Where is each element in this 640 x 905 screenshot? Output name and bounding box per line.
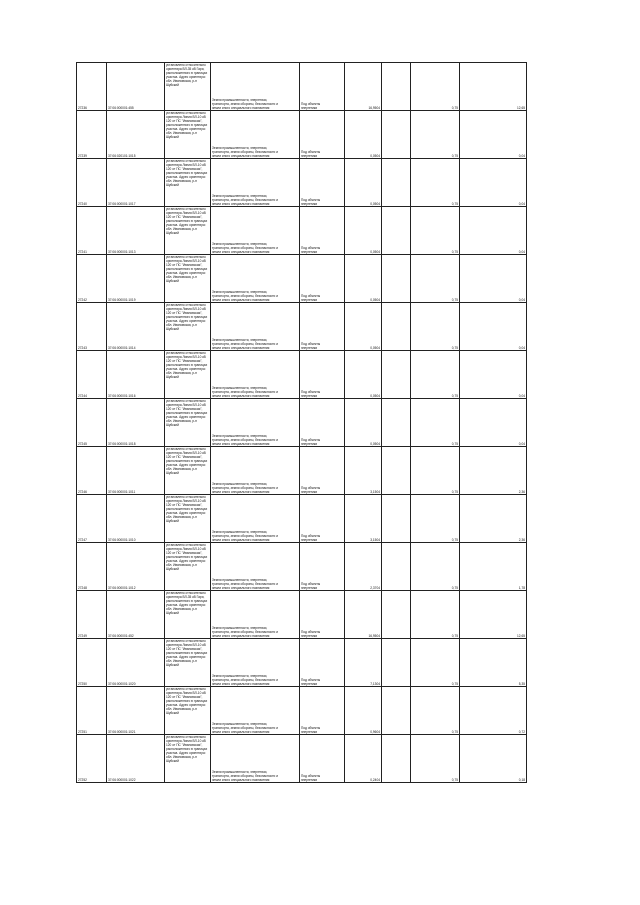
cell-c1	[382, 735, 411, 783]
cell-category: Под объекты энергетики	[300, 447, 345, 495]
cell-area: 7,1304	[345, 639, 382, 687]
cell-description: установлено относительно ориентира Линия ВЛ-10 кВ 120 от ПС "Ивановская", расположенного в границах участка. Адрес ориентира: обл. Ивановская, р-н Шуйский	[165, 111, 211, 159]
cell-cadastral: 37:06:000001:1014	[107, 303, 165, 351]
cell-area: 0,0504	[345, 207, 382, 255]
cell-description: установлено относительно ориентира Линия ВЛ-10 кВ 120 от ПС "Ивановская", расположенного в границах участка. Адрес ориентира: обл. Ивановская, р-н Шуйский	[165, 687, 211, 735]
table-row	[77, 495, 527, 543]
cell-use: Земли промышленности, энергетики, транспорта, земли обороны, безопасности и земли иного специального назначения	[211, 399, 300, 447]
cell-use: Земли промышленности, энергетики, транспорта, земли обороны, безопасности и земли иного специального назначения	[211, 255, 300, 303]
cell-id: 27252	[77, 735, 107, 783]
cell-use: Земли промышленности, энергетики, транспорта, земли обороны, безопасности и земли иного специального назначения	[211, 351, 300, 399]
cell-c1	[382, 447, 411, 495]
cell-cadastral: 37:06:000001:455	[107, 63, 165, 111]
cell-c1	[382, 255, 411, 303]
table-row	[77, 687, 527, 735]
cell-cadastral: 37:06:000001:1019	[107, 255, 165, 303]
cell-cadastral: 37:06:000001:1010	[107, 495, 165, 543]
cell-use: Земли промышленности, энергетики, транспорта, земли обороны, безопасности и земли иного специального назначения	[211, 111, 300, 159]
cell-c1	[382, 639, 411, 687]
cell-total: 0,04	[460, 399, 527, 447]
cell-id: 27240	[77, 159, 107, 207]
cell-description: установлено относительно ориентира Линия ВЛ-10 кВ 120 от ПС "Ивановская", расположенного в границах участка. Адрес ориентира: обл. Ивановская, р-н Шуйский	[165, 207, 211, 255]
table-row	[77, 63, 527, 111]
cell-total: 0,04	[460, 255, 527, 303]
table-row	[77, 543, 527, 591]
table-row	[77, 591, 527, 639]
cell-cadastral: 37:06:020101:1015	[107, 111, 165, 159]
cell-c1	[382, 543, 411, 591]
cell-area: 0,2404	[345, 735, 382, 783]
cell-description: установлено относительно ориентира Линия ВЛ-10 кВ 120 от ПС "Ивановская", расположенного в границах участка. Адрес ориентира: обл. Ивановская, р-н Шуйский	[165, 303, 211, 351]
cell-c1	[382, 351, 411, 399]
cell-description: установлено относительно ориентира ВЛ-35 кВ Гари, расположенного в границах участка. Адрес ориентира: обл. Ивановская, р-н Шуйский	[165, 591, 211, 639]
cell-c1	[382, 63, 411, 111]
cell-c1	[382, 303, 411, 351]
table-row	[77, 111, 527, 159]
cell-cadastral: 37:06:000001:1022	[107, 735, 165, 783]
cell-total: 1,78	[460, 543, 527, 591]
table-row	[77, 255, 527, 303]
table-row	[77, 303, 527, 351]
cell-total: 0,18	[460, 735, 527, 783]
cell-area: 16,9504	[345, 591, 382, 639]
cell-cadastral: 37:06:000001:1020	[107, 639, 165, 687]
cell-total: 0,04	[460, 111, 527, 159]
cell-id: 27242	[77, 255, 107, 303]
cell-use: Земли промышленности, энергетики, транспорта, земли обороны, безопасности и земли иного специального назначения	[211, 735, 300, 783]
cell-area: 2,3704	[345, 543, 382, 591]
cell-description: установлено относительно ориентира Линия ВЛ-10 кВ 120 от ПС "Ивановская", расположенного в границах участка. Адрес ориентира: обл. Ивановская, р-н Шуйский	[165, 399, 211, 447]
cell-id: 27243	[77, 303, 107, 351]
cell-area: 0,0504	[345, 303, 382, 351]
table-row	[77, 207, 527, 255]
cell-total: 12,65	[460, 591, 527, 639]
cell-total: 0,04	[460, 207, 527, 255]
cell-total: 0,72	[460, 687, 527, 735]
cell-total: 0,04	[460, 351, 527, 399]
cell-description: установлено относительно ориентира Линия ВЛ-10 кВ 120 от ПС "Ивановская", расположенного в границах участка. Адрес ориентира: обл. Ивановская, р-н Шуйский	[165, 495, 211, 543]
cell-cadastral: 37:06:000001:1018	[107, 399, 165, 447]
cell-id: 27245	[77, 399, 107, 447]
cell-cadastral: 37:06:000001:1016	[107, 351, 165, 399]
table-row	[77, 159, 527, 207]
cell-use: Земли промышленности, энергетики, транспорта, земли обороны, безопасности и земли иного специального назначения	[211, 687, 300, 735]
cell-use: Земли промышленности, энергетики, транспорта, земли обороны, безопасности и земли иного специального назначения	[211, 63, 300, 111]
cell-area: 3,1504	[345, 447, 382, 495]
cell-id: 27247	[77, 495, 107, 543]
cell-description: установлено относительно ориентира Линия ВЛ-10 кВ 120 от ПС "Ивановская", расположенного в границах участка. Адрес ориентира: обл. Ивановская, р-н Шуйский	[165, 255, 211, 303]
cell-category: Под объекты энергетики	[300, 111, 345, 159]
table-row	[77, 351, 527, 399]
cell-category: Под объекты энергетики	[300, 63, 345, 111]
cell-total: 5,35	[460, 639, 527, 687]
cell-id: 27251	[77, 687, 107, 735]
cell-category: Под объекты энергетики	[300, 303, 345, 351]
cell-c1	[382, 399, 411, 447]
cell-category: Под объекты энергетики	[300, 351, 345, 399]
cell-description: установлено относительно ориентира Линия ВЛ-10 кВ 120 от ПС "Ивановская", расположенного в границах участка. Адрес ориентира: обл. Ивановская, р-н Шуйский	[165, 639, 211, 687]
cell-use: Земли промышленности, энергетики, транспорта, земли обороны, безопасности и земли иного специального назначения	[211, 495, 300, 543]
cell-category: Под объекты энергетики	[300, 255, 345, 303]
cell-rate: 0,75	[411, 639, 460, 687]
cell-id: 27249	[77, 591, 107, 639]
cell-rate: 0,75	[411, 351, 460, 399]
cell-area: 3,1504	[345, 495, 382, 543]
cell-cadastral: 37:06:000001:452	[107, 591, 165, 639]
cell-area: 0,9604	[345, 687, 382, 735]
cell-id: 27239	[77, 111, 107, 159]
cell-total: 2,36	[460, 447, 527, 495]
cell-rate: 0,75	[411, 495, 460, 543]
cell-description: установлено относительно ориентира Линия ВЛ-10 кВ 120 от ПС "Ивановская", расположенного в границах участка. Адрес ориентира: обл. Ивановская, р-н Шуйский	[165, 447, 211, 495]
cell-rate: 0,75	[411, 687, 460, 735]
cell-category: Под объекты энергетики	[300, 639, 345, 687]
cell-rate: 0,75	[411, 447, 460, 495]
cell-area: 0,0504	[345, 399, 382, 447]
cell-category: Под объекты энергетики	[300, 207, 345, 255]
cell-category: Под объекты энергетики	[300, 591, 345, 639]
cell-rate: 0,75	[411, 399, 460, 447]
cell-category: Под объекты энергетики	[300, 495, 345, 543]
cell-c1	[382, 207, 411, 255]
table-row	[77, 735, 527, 783]
cell-use: Земли промышленности, энергетики, транспорта, земли обороны, безопасности и земли иного специального назначения	[211, 159, 300, 207]
cell-total: 0,04	[460, 303, 527, 351]
cell-rate: 0,75	[411, 63, 460, 111]
cell-id: 27250	[77, 639, 107, 687]
cell-cadastral: 37:06:000001:1017	[107, 159, 165, 207]
cell-use: Земли промышленности, энергетики, транспорта, земли обороны, безопасности и земли иного специального назначения	[211, 303, 300, 351]
cell-category: Под объекты энергетики	[300, 399, 345, 447]
cell-total: 0,04	[460, 159, 527, 207]
cell-rate: 0,75	[411, 159, 460, 207]
cell-area: 0,0504	[345, 111, 382, 159]
table-row	[77, 399, 527, 447]
cell-area: 16,9504	[345, 63, 382, 111]
cell-description: установлено относительно ориентира ВЛ-35 кВ Гари, расположенного в границах участка. Адрес ориентира: обл. Ивановская, р-н Шуйский	[165, 63, 211, 111]
cell-description: установлено относительно ориентира Линия ВЛ-10 кВ 120 от ПС "Ивановская", расположенного в границах участка. Адрес ориентира: обл. Ивановская, р-н Шуйский	[165, 159, 211, 207]
cell-cadastral: 37:06:000001:1013	[107, 207, 165, 255]
cell-use: Земли промышленности, энергетики, транспорта, земли обороны, безопасности и земли иного специального назначения	[211, 447, 300, 495]
cell-rate: 0,75	[411, 111, 460, 159]
cell-total: 2,36	[460, 495, 527, 543]
cell-area: 0,0504	[345, 351, 382, 399]
cell-description: установлено относительно ориентира Линия ВЛ-10 кВ 120 от ПС "Ивановская", расположенного в границах участка. Адрес ориентира: обл. Ивановская, р-н Шуйский	[165, 735, 211, 783]
cell-category: Под объекты энергетики	[300, 687, 345, 735]
cell-c1	[382, 159, 411, 207]
cell-use: Земли промышленности, энергетики, транспорта, земли обороны, безопасности и земли иного специального назначения	[211, 543, 300, 591]
cell-use: Земли промышленности, энергетики, транспорта, земли обороны, безопасности и земли иного специального назначения	[211, 591, 300, 639]
cell-category: Под объекты энергетики	[300, 159, 345, 207]
cell-area: 0,0504	[345, 159, 382, 207]
cell-description: установлено относительно ориентира Линия ВЛ-10 кВ 120 от ПС "Ивановская", расположенного в границах участка. Адрес ориентира: обл. Ивановская, р-н Шуйский	[165, 351, 211, 399]
table-row	[77, 639, 527, 687]
cell-cadastral: 37:06:000001:1012	[107, 543, 165, 591]
cell-rate: 0,75	[411, 735, 460, 783]
cell-rate: 0,75	[411, 591, 460, 639]
cell-id: 27246	[77, 447, 107, 495]
table-row	[77, 447, 527, 495]
cell-c1	[382, 111, 411, 159]
cell-total: 12,65	[460, 63, 527, 111]
cell-use: Земли промышленности, энергетики, транспорта, земли обороны, безопасности и земли иного специального назначения	[211, 207, 300, 255]
cell-rate: 0,75	[411, 303, 460, 351]
cell-id: 27236	[77, 63, 107, 111]
cell-use: Земли промышленности, энергетики, транспорта, земли обороны, безопасности и земли иного специального назначения	[211, 639, 300, 687]
cell-description: установлено относительно ориентира Линия ВЛ-10 кВ 120 от ПС "Ивановская", расположенного в границах участка. Адрес ориентира: обл. Ивановская, р-н Шуйский	[165, 543, 211, 591]
cell-area: 0,0504	[345, 255, 382, 303]
cell-id: 27244	[77, 351, 107, 399]
cell-id: 27248	[77, 543, 107, 591]
cell-category: Под объекты энергетики	[300, 735, 345, 783]
land-plots-table	[76, 62, 527, 783]
cell-c1	[382, 495, 411, 543]
cell-id: 27241	[77, 207, 107, 255]
cell-category: Под объекты энергетики	[300, 543, 345, 591]
cell-c1	[382, 687, 411, 735]
cell-rate: 0,75	[411, 255, 460, 303]
cell-cadastral: 37:06:000001:1011	[107, 447, 165, 495]
cell-rate: 0,75	[411, 207, 460, 255]
cell-rate: 0,75	[411, 543, 460, 591]
cell-cadastral: 37:06:000001:1021	[107, 687, 165, 735]
cell-c1	[382, 591, 411, 639]
